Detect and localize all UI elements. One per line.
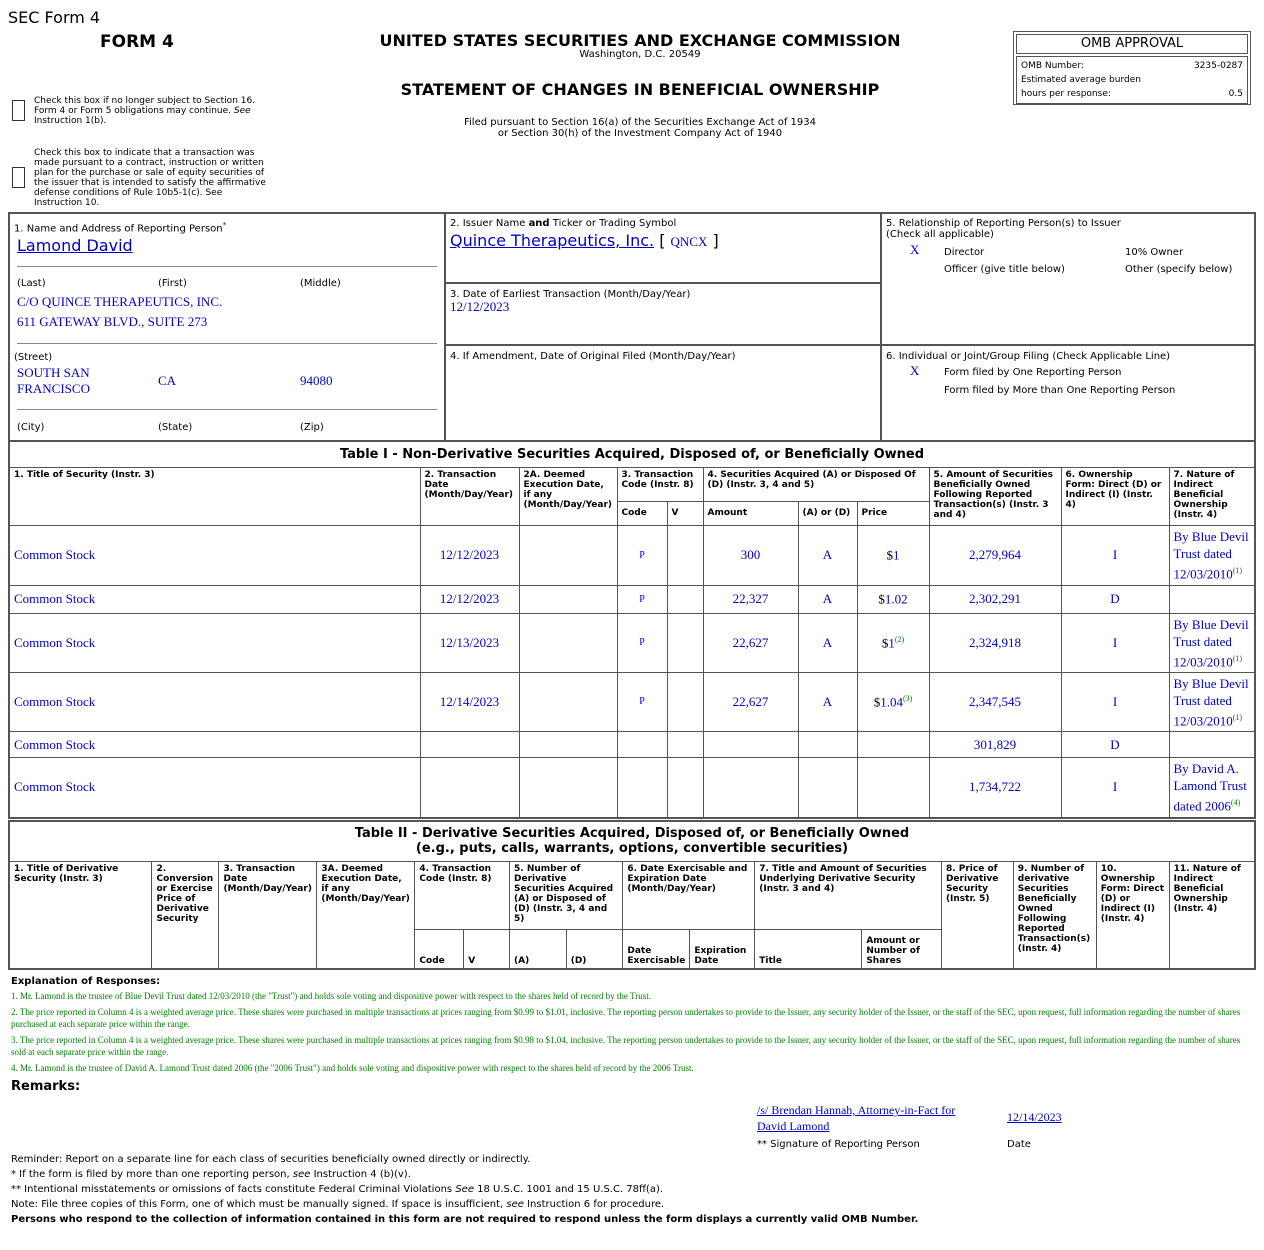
t1-col-title: 1. Title of Security (Instr. 3) [9, 467, 420, 525]
table-cell: D [1061, 585, 1169, 613]
table-cell [519, 758, 617, 818]
signature-label: ** Signature of Reporting Person [757, 1139, 920, 1150]
table-cell: 22,327 [703, 585, 798, 613]
table-row [9, 732, 1255, 758]
t2-sub-date-exercisable: Date Exercisable [623, 929, 690, 969]
table-cell: 2,347,545 [929, 672, 1061, 731]
t1-col-date: 2. Transaction Date (Month/Day/Year) [420, 467, 519, 525]
signature-date[interactable]: 12/14/2023 [1007, 1110, 1062, 1124]
footnote-1: 1. Mr. Lamond is the trustee of Blue Devil Trust dated 12/03/2010 (the "Trust") and holds sole voting and dispositive power with respect to the shares held of record by the Trust. [11, 991, 651, 1001]
footer-omb-notice: Persons who respond to the collection of information contained in this form are not required to respond unless the form displays a currently valid OMB Number. [11, 1214, 919, 1225]
omb-burden-label: Estimated average burden [1021, 75, 1141, 85]
omb-number-value: 3235-0287 [1193, 61, 1243, 71]
t2-col-price: 8. Price of Derivative Security (Instr. 5) [941, 861, 1013, 969]
table-cell: 2,324,918 [929, 613, 1061, 672]
table-cell [1169, 585, 1255, 613]
rule10b5-text: Check this box to indicate that a transaction was made pursuant to a contract, instruction or written plan for the purchase or sale of equity securities of the issuer that is intended to satisfy the affirmative defense conditions of Rule 10b5-1(c). See Instruction 10. [34, 148, 266, 208]
table-cell: P [617, 585, 667, 613]
table-cell [703, 732, 798, 758]
table-cell [703, 758, 798, 818]
box4-label: 4. If Amendment, Date of Original Filed (Month/Day/Year) [450, 351, 736, 362]
t2-col-code: 4. Transaction Code (Instr. 8) [415, 861, 510, 929]
table-row [9, 525, 1255, 585]
table-cell: Common Stock [9, 732, 420, 758]
table-cell: P [617, 525, 667, 585]
t2-col-number: 5. Number of Derivative Securities Acquired (A) or Disposed of (D) (Instr. 3, 4 and 5) [510, 861, 623, 929]
table-cell: $1.02 [857, 585, 929, 613]
director-mark[interactable]: X [910, 242, 920, 257]
section16-text: Check this box if no longer subject to Section 16. Form 4 or Form 5 obligations may continue. See Instruction 1(b). [34, 96, 256, 126]
ticker-symbol: QNCX [670, 234, 708, 249]
last-label: (Last) [17, 278, 46, 289]
table-cell: A [798, 525, 857, 585]
t1-col-owned: 5. Amount of Securities Beneficially Owned Following Reported Transaction(s) (Instr. 3 and 4) [929, 467, 1061, 525]
omb-hours-label: hours per response: [1021, 89, 1111, 99]
table-cell [519, 613, 617, 672]
table-cell [857, 758, 929, 818]
city-label: (City) [17, 422, 45, 433]
middle-label: (Middle) [300, 278, 341, 289]
table-cell [667, 732, 703, 758]
t2-col-deemed: 3A. Deemed Execution Date, if any (Month/Day/Year) [317, 861, 415, 969]
table-cell: I [1061, 672, 1169, 731]
t2-col-underlying: 7. Title and Amount of Securities Underlying Derivative Security (Instr. 3 and 4) [755, 861, 942, 929]
statement-title: STATEMENT OF CHANGES IN BENEFICIAL OWNERSHIP [400, 80, 880, 99]
reporting-person-name[interactable]: Lamond David [17, 236, 133, 255]
state-value: CA [158, 373, 177, 388]
table-cell: 12/12/2023 [420, 525, 519, 585]
table-cell [420, 758, 519, 818]
t1-sub-aord: (A) or (D) [798, 501, 857, 525]
t1-col-code: 3. Transaction Code (Instr. 8) [617, 467, 703, 501]
address-line-1: C/O QUINCE THERAPEUTICS, INC. [17, 294, 223, 309]
amendment-box [444, 344, 882, 442]
filed-pursuant-1: Filed pursuant to Section 16(a) of the Securities Exchange Act of 1934 [464, 117, 816, 128]
omb-hours-value: 0.5 [1228, 89, 1243, 99]
t1-col-form: 6. Ownership Form: Direct (D) or Indirect (I) (Instr. 4) [1061, 467, 1169, 525]
one-person-mark[interactable]: X [910, 363, 920, 378]
officer-label: Officer (give title below) [944, 264, 1065, 275]
t2-col-form: 10. Ownership Form: Direct (D) or Indirect (I) (Instr. 4) [1096, 861, 1169, 969]
table2-title: Table II - Derivative Securities Acquired, Disposed of, or Beneficially Owned (e.g., puts, calls, warrants, options, convertible securities) [9, 821, 1255, 861]
form-title: FORM 4 [100, 32, 174, 52]
one-person-label: Form filed by One Reporting Person [944, 367, 1122, 378]
director-label: Director [944, 247, 985, 258]
table-cell: A [798, 613, 857, 672]
footnote-2: 2. The price reported in Column 4 is a weighted average price. These shares were purchased in multiple transactions at prices ranging from $0.99 to $1.01, inclusive. The reporting person undertakes to provide to the Issuer, any security holder of the Issuer, or the staff of the SEC, upon request, full information regarding the number of shares purchased at each separate price within the range. [11, 1007, 1241, 1029]
street-label: (Street) [14, 352, 53, 363]
zip-value: 94080 [300, 373, 333, 388]
table-cell: Common Stock [9, 525, 420, 585]
rule10b5-checkbox[interactable] [12, 167, 25, 188]
date-label: Date [1007, 1139, 1031, 1150]
table-cell [798, 758, 857, 818]
t2-sub-code: Code [415, 929, 464, 969]
table-cell: By David A. Lamond Trust dated 2006$^{(4)}$ [1169, 758, 1255, 818]
table-cell: 12/14/2023 [420, 672, 519, 731]
table-cell: 22,627 [703, 613, 798, 672]
t2-col-owned: 9. Number of derivative Securities Beneficially Owned Following Reported Transaction(s) (Instr. 4) [1013, 861, 1096, 969]
issuer-line: Quince Therapeutics, Inc. [ QNCX ] [450, 231, 719, 250]
table-cell: P [617, 672, 667, 731]
table-cell: 12/13/2023 [420, 613, 519, 672]
first-label: (First) [158, 278, 187, 289]
table-cell: $1 [857, 525, 929, 585]
omb-number-label: OMB Number: [1021, 61, 1084, 71]
box5-sublabel: (Check all applicable) [886, 229, 994, 240]
table-cell [519, 525, 617, 585]
table-cell: 2,302,291 [929, 585, 1061, 613]
table1-title: Table I - Non-Derivative Securities Acquired, Disposed of, or Beneficially Owned [9, 441, 1255, 467]
omb-approval-box [1013, 31, 1251, 105]
t1-col-acquired: 4. Securities Acquired (A) or Disposed Of (D) (Instr. 3, 4 and 5) [703, 467, 929, 501]
t1-sub-v: V [667, 501, 703, 525]
reporting-person-box [8, 212, 446, 442]
more-person-label: Form filed by More than One Reporting Person [944, 385, 1176, 396]
omb-title: OMB APPROVAL [1016, 34, 1248, 54]
explanation-title: Explanation of Responses: [11, 976, 161, 987]
issuer-name-link[interactable]: Quince Therapeutics, Inc. [450, 231, 655, 250]
table-cell [798, 732, 857, 758]
table-cell: Common Stock [9, 758, 420, 818]
table-cell [519, 672, 617, 731]
table-cell [667, 613, 703, 672]
table-cell: Common Stock [9, 613, 420, 672]
t2-sub-title: Title [755, 929, 862, 969]
table-cell: I [1061, 525, 1169, 585]
table-cell [857, 732, 929, 758]
t2-col-nature: 11. Nature of Indirect Beneficial Ownership (Instr. 4) [1169, 861, 1255, 969]
box2-label: 2. Issuer Name and Ticker or Trading Symbol [450, 218, 677, 229]
table-cell: 1,734,722 [929, 758, 1061, 818]
table-cell [617, 732, 667, 758]
table-cell: Common Stock [9, 585, 420, 613]
footer-misstatements: ** Intentional misstatements or omissions of facts constitute Federal Criminal Violations See 18 U.S.C. 1001 and 15 U.S.C. 78ff(a). [11, 1184, 664, 1195]
t1-col-deemed: 2A. Deemed Execution Date, if any (Month/Day/Year) [519, 467, 617, 525]
table-non-derivative [8, 440, 1256, 819]
t2-sub-expiration: Expiration Date [690, 929, 755, 969]
footer-note: Note: File three copies of this Form, one of which must be manually signed. If space is insufficient, see Instruction 6 for procedure. [11, 1199, 665, 1210]
table-row [9, 758, 1255, 818]
table-cell [667, 672, 703, 731]
t2-col-conversion: 2. Conversion or Exercise Price of Derivative Security [152, 861, 219, 969]
table-cell [667, 585, 703, 613]
filed-pursuant-2: or Section 30(h) of the Investment Company Act of 1940 [497, 128, 783, 139]
t2-sub-a: (A) [510, 929, 567, 969]
agency-location: Washington, D.C. 20549 [579, 49, 701, 60]
table-cell: Common Stock [9, 672, 420, 731]
zip-label: (Zip) [300, 422, 324, 433]
table-cell: A [798, 585, 857, 613]
address-line-2: 611 GATEWAY BLVD., SUITE 273 [17, 314, 208, 329]
t2-sub-v: V [464, 929, 510, 969]
other-label: Other (specify below) [1125, 264, 1233, 275]
remarks-title: Remarks: [11, 1079, 81, 1094]
table-row [9, 585, 1255, 613]
sec-form-label: SEC Form 4 [8, 8, 101, 27]
t1-col-nature: 7. Nature of Indirect Beneficial Ownership (Instr. 4) [1169, 467, 1255, 525]
relationship-box [880, 212, 1256, 346]
table-cell [519, 732, 617, 758]
table-cell: $1.04$^{(3)}$ [857, 672, 929, 731]
box1-label: 1. Name and Address of Reporting Person* [14, 221, 227, 235]
table-cell: 2,279,964 [929, 525, 1061, 585]
footnote-3: 3. The price reported in Column 4 is a weighted average price. These shares were purchased in multiple transactions at prices ranging from $0.98 to $1.04, inclusive. The reporting person undertakes to provide to the Issuer, any security holder of the Issuer, or the staff of the SEC, upon request, full information regarding the number of shares sold at each separate price within the range. [11, 1035, 1241, 1057]
footer-reminder: Reminder: Report on a separate line for each class of securities beneficially owned directly or indirectly. [11, 1154, 531, 1165]
table-cell: By Blue Devil Trust dated 12/03/2010$^{(1)}$ [1169, 672, 1255, 731]
box3-label: 3. Date of Earliest Transaction (Month/Day/Year) [450, 289, 691, 300]
table-cell: P [617, 613, 667, 672]
filing-type-box [880, 344, 1256, 442]
earliest-date-value: 12/12/2023 [450, 299, 510, 314]
table-cell [667, 525, 703, 585]
ten-percent-owner-label: 10% Owner [1125, 247, 1184, 258]
box5-label: 5. Relationship of Reporting Person(s) to Issuer [886, 218, 1121, 229]
earliest-date-box [444, 282, 882, 346]
t2-sub-d: (D) [566, 929, 623, 969]
table-cell: I [1061, 613, 1169, 672]
section16-checkbox[interactable] [12, 100, 25, 121]
table-cell: I [1061, 758, 1169, 818]
table-cell: By Blue Devil Trust dated 12/03/2010$^{(1)}$ [1169, 613, 1255, 672]
t1-sub-amount: Amount [703, 501, 798, 525]
table-cell [1169, 732, 1255, 758]
omb-details [1016, 56, 1248, 104]
footer-multiple-persons: * If the form is filed by more than one reporting person, see Instruction 4 (b)(v). [11, 1169, 411, 1180]
t2-col-title: 1. Title of Derivative Security (Instr. 3) [9, 861, 152, 969]
footnote-4: 4. Mr. Lamond is the trustee of David A. Lamond Trust dated 2006 (the "2006 Trust") and holds sole voting and dispositive power with respect to the shares held of record by the 2006 Trust. [11, 1063, 694, 1073]
table-cell [420, 732, 519, 758]
issuer-box [444, 212, 882, 284]
table-cell: 12/12/2023 [420, 585, 519, 613]
agency-title: UNITED STATES SECURITIES AND EXCHANGE COMMISSION [379, 31, 901, 50]
table-cell [667, 758, 703, 818]
table-cell [617, 758, 667, 818]
t2-col-date: 3. Transaction Date (Month/Day/Year) [219, 861, 317, 969]
box6-label: 6. Individual or Joint/Group Filing (Check Applicable Line) [886, 351, 1171, 362]
city-value: SOUTH SAN FRANCISCO [17, 365, 90, 396]
table-row [9, 613, 1255, 672]
table-derivative [8, 820, 1256, 970]
table-row [9, 672, 1255, 731]
table-cell: D [1061, 732, 1169, 758]
t1-sub-price: Price [857, 501, 929, 525]
table-cell: By Blue Devil Trust dated 12/03/2010$^{(1)}$ [1169, 525, 1255, 585]
table-cell: 301,829 [929, 732, 1061, 758]
table-cell: $1$^{(2)}$ [857, 613, 929, 672]
table-cell: 22,627 [703, 672, 798, 731]
table-cell: 300 [703, 525, 798, 585]
table-cell [519, 585, 617, 613]
signature-link[interactable]: /s/ Brendan Hannah, Attorney-in-Fact for David Lamond [757, 1103, 956, 1133]
table-cell: A [798, 672, 857, 731]
t2-col-exercisable: 6. Date Exercisable and Expiration Date (Month/Day/Year) [623, 861, 755, 929]
t2-sub-amount: Amount or Number of Shares [862, 929, 942, 969]
t1-sub-code: Code [617, 501, 667, 525]
state-label: (State) [158, 422, 193, 433]
